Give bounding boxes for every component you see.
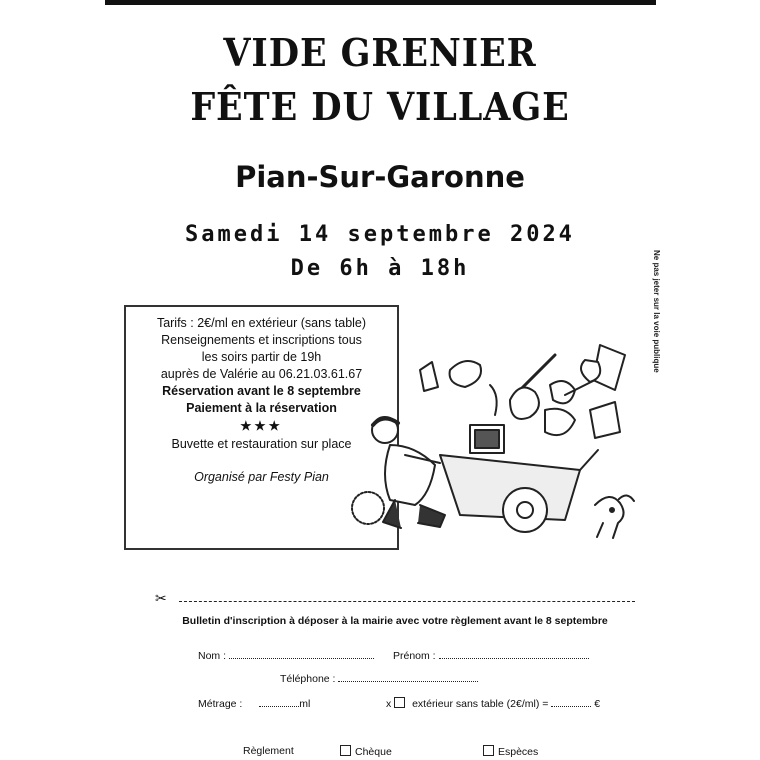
exterieur-checkbox[interactable]	[394, 697, 405, 708]
cheque-checkbox[interactable]	[340, 745, 351, 756]
cut-line	[155, 590, 635, 606]
prenom-field[interactable]	[439, 648, 589, 659]
organiser-text: Organisé par Festy Pian	[194, 470, 329, 484]
renseignements-text-2: les soirs partir de 19h	[201, 350, 322, 364]
cart-illustration	[350, 330, 650, 550]
dashed-line	[179, 601, 635, 602]
nom-field[interactable]	[229, 648, 374, 659]
side-note: Ne pas jeter sur la voie publique	[652, 250, 661, 373]
renseignements-text-1: Renseignements et inscriptions tous	[161, 333, 362, 347]
buvette-text: Buvette et restauration sur place	[171, 437, 352, 451]
metrage-field[interactable]	[259, 696, 299, 707]
reservation-text: Réservation avant le 8 septembre	[162, 384, 361, 398]
exterieur-row	[386, 696, 600, 710]
stars-separator: ★★★	[240, 419, 283, 433]
telephone-row	[280, 671, 478, 685]
tarifs-text: Tarifs : 2€/ml en extérieur (sans table)	[156, 316, 367, 330]
especes-option[interactable]	[483, 745, 538, 758]
top-border	[105, 0, 656, 5]
paiement-text: Paiement à la réservation	[186, 401, 337, 415]
metrage-label: Métrage :	[198, 698, 243, 710]
metrage-unit: ml	[299, 698, 311, 710]
prenom-row	[393, 648, 589, 662]
metrage-row	[198, 696, 310, 710]
cheque-label: Chèque	[355, 746, 392, 758]
title-fete-du-village: FÊTE DU VILLAGE	[190, 84, 570, 129]
town-name: Pian-Sur-Garonne	[235, 160, 525, 194]
cheque-option[interactable]	[340, 745, 392, 758]
nom-row	[198, 648, 374, 662]
scissors-icon: ✂	[155, 590, 167, 606]
especes-label: Espèces	[498, 746, 539, 758]
bulletin-heading: Bulletin d'inscription à déposer à la mairie avec votre règlement avant le 8 septembre	[182, 615, 608, 627]
reglement-label: Règlement	[243, 745, 294, 757]
exterieur-label: extérieur sans table (2€/ml) =	[412, 698, 549, 710]
contact-text: auprès de Valérie au 06.21.03.61.67	[160, 367, 363, 381]
telephone-field[interactable]	[338, 671, 478, 682]
telephone-label: Téléphone :	[280, 673, 336, 685]
x-label: x	[386, 698, 392, 710]
nom-label: Nom :	[198, 650, 227, 662]
event-hours: De 6h à 18h	[290, 256, 470, 281]
especes-checkbox[interactable]	[483, 745, 494, 756]
euro-sign: €	[594, 698, 601, 710]
total-field[interactable]	[551, 696, 591, 707]
prenom-label: Prénom :	[393, 650, 436, 662]
event-date: Samedi 14 septembre 2024	[185, 222, 575, 247]
title-vide-grenier: VIDE GRENIER	[223, 30, 537, 75]
